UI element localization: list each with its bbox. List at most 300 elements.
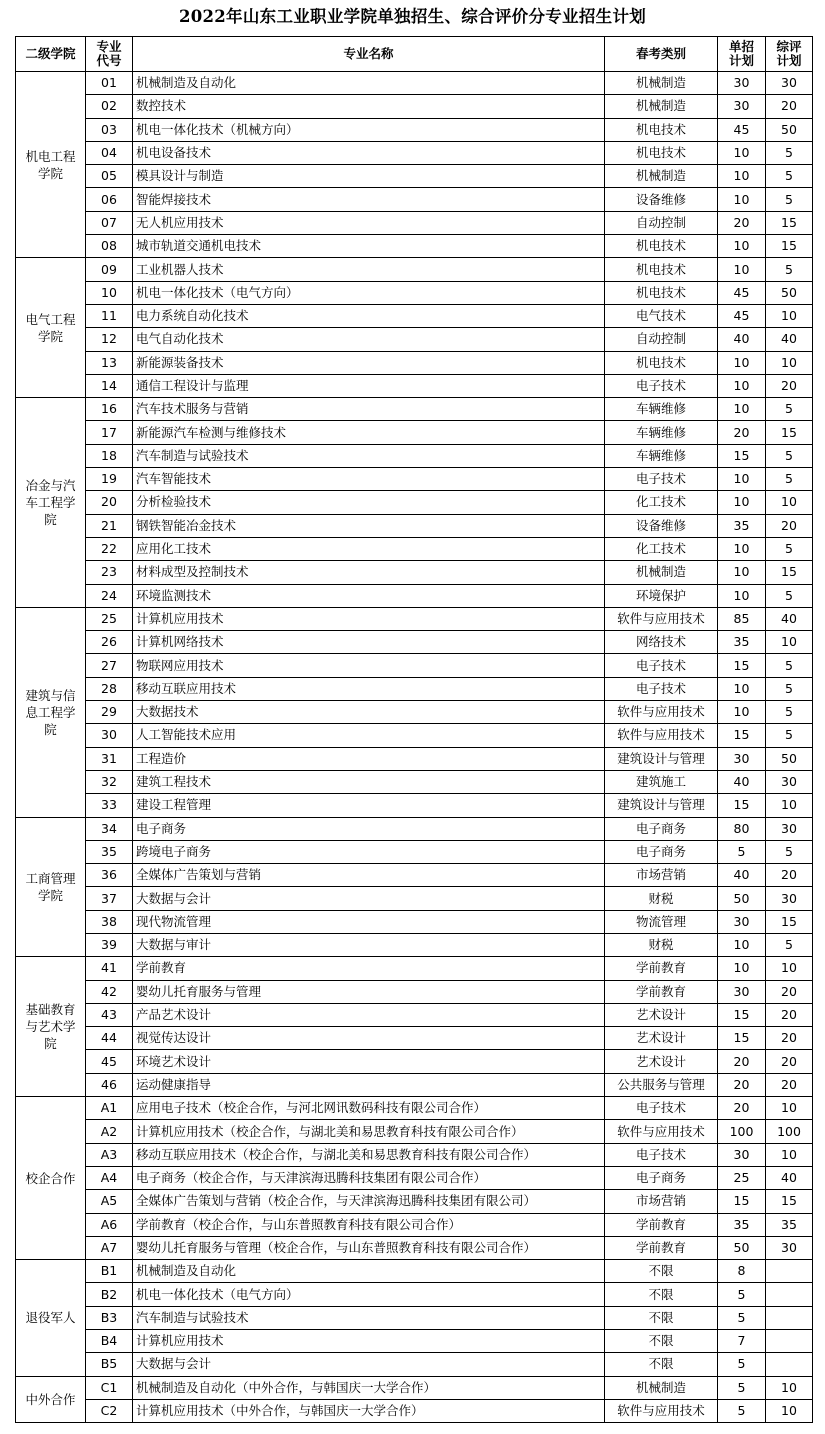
comprehensive-plan-cell: 20 — [766, 374, 813, 397]
major-code-cell: 42 — [86, 980, 133, 1003]
comprehensive-plan-cell: 30 — [766, 887, 813, 910]
major-code-cell: 10 — [86, 281, 133, 304]
major-code-cell: 09 — [86, 258, 133, 281]
major-name-cell: 视觉传达设计 — [133, 1027, 605, 1050]
major-name-cell: 电子商务（校企合作，与天津滨海迅腾科技集团有限公司合作） — [133, 1166, 605, 1189]
major-name-cell: 计算机应用技术（中外合作，与韩国庆一大学合作） — [133, 1399, 605, 1422]
major-code-cell: A4 — [86, 1166, 133, 1189]
header-single-plan: 单招 计划 — [718, 37, 766, 72]
major-code-cell: 35 — [86, 840, 133, 863]
major-code-cell: 27 — [86, 654, 133, 677]
major-name-cell: 机电设备技术 — [133, 141, 605, 164]
table-row — [16, 235, 813, 258]
comprehensive-plan-cell: 30 — [766, 770, 813, 793]
major-code-cell: A7 — [86, 1236, 133, 1259]
comprehensive-plan-cell: 5 — [766, 468, 813, 491]
major-name-cell: 汽车智能技术 — [133, 468, 605, 491]
major-name-cell: 机电一体化技术（机械方向） — [133, 118, 605, 141]
major-name-cell: 电子商务 — [133, 817, 605, 840]
major-name-cell: 人工智能技术应用 — [133, 724, 605, 747]
major-name-cell: 通信工程设计与监理 — [133, 374, 605, 397]
exam-category-cell: 车辆维修 — [605, 421, 718, 444]
exam-category-cell: 物流管理 — [605, 910, 718, 933]
major-name-cell: 婴幼儿托育服务与管理 — [133, 980, 605, 1003]
exam-category-cell: 化工技术 — [605, 491, 718, 514]
exam-category-cell: 机电技术 — [605, 235, 718, 258]
comprehensive-plan-cell: 40 — [766, 607, 813, 630]
table-row — [16, 351, 813, 374]
major-code-cell: 08 — [86, 235, 133, 258]
major-code-cell: A1 — [86, 1097, 133, 1120]
exam-category-cell: 网络技术 — [605, 631, 718, 654]
major-name-cell: 汽车技术服务与营销 — [133, 398, 605, 421]
exam-category-cell: 自动控制 — [605, 211, 718, 234]
major-name-cell: 应用化工技术 — [133, 537, 605, 560]
exam-category-cell: 电子商务 — [605, 1166, 718, 1189]
major-name-cell: 新能源装备技术 — [133, 351, 605, 374]
major-code-cell: 45 — [86, 1050, 133, 1073]
exam-category-cell: 市场营销 — [605, 1190, 718, 1213]
major-name-cell: 学前教育 — [133, 957, 605, 980]
major-name-cell: 环境艺术设计 — [133, 1050, 605, 1073]
comprehensive-plan-cell: 20 — [766, 980, 813, 1003]
table-row — [16, 607, 813, 630]
major-name-cell: 机械制造及自动化 — [133, 1260, 605, 1283]
major-name-cell: 机电一体化技术（电气方向） — [133, 1283, 605, 1306]
single-plan-cell: 10 — [718, 701, 766, 724]
single-plan-cell: 50 — [718, 887, 766, 910]
single-plan-cell: 15 — [718, 444, 766, 467]
college-cell: 机电工程学院 — [16, 72, 86, 258]
comprehensive-plan-cell: 5 — [766, 141, 813, 164]
major-name-cell: 大数据技术 — [133, 701, 605, 724]
exam-category-cell: 软件与应用技术 — [605, 1120, 718, 1143]
comprehensive-plan-cell: 5 — [766, 701, 813, 724]
major-name-cell: 工业机器人技术 — [133, 258, 605, 281]
exam-category-cell: 学前教育 — [605, 1236, 718, 1259]
major-code-cell: 25 — [86, 607, 133, 630]
header-code: 专业 代号 — [86, 37, 133, 72]
table-row — [16, 584, 813, 607]
table-row — [16, 118, 813, 141]
comprehensive-plan-cell: 50 — [766, 281, 813, 304]
comprehensive-plan-cell: 5 — [766, 840, 813, 863]
major-name-cell: 全媒体广告策划与营销 — [133, 864, 605, 887]
major-code-cell: B2 — [86, 1283, 133, 1306]
single-plan-cell: 15 — [718, 1190, 766, 1213]
exam-category-cell: 艺术设计 — [605, 1027, 718, 1050]
comprehensive-plan-cell: 10 — [766, 491, 813, 514]
major-name-cell: 钢铁智能冶金技术 — [133, 514, 605, 537]
major-code-cell: A6 — [86, 1213, 133, 1236]
single-plan-cell: 35 — [718, 631, 766, 654]
comprehensive-plan-cell: 10 — [766, 304, 813, 327]
single-plan-cell: 10 — [718, 141, 766, 164]
major-code-cell: B1 — [86, 1260, 133, 1283]
major-name-cell: 无人机应用技术 — [133, 211, 605, 234]
exam-category-cell: 建筑施工 — [605, 770, 718, 793]
exam-category-cell: 机电技术 — [605, 351, 718, 374]
single-plan-cell: 5 — [718, 1399, 766, 1422]
exam-category-cell: 财税 — [605, 887, 718, 910]
exam-category-cell: 软件与应用技术 — [605, 607, 718, 630]
exam-category-cell: 电子商务 — [605, 817, 718, 840]
comprehensive-plan-cell: 5 — [766, 584, 813, 607]
major-code-cell: 31 — [86, 747, 133, 770]
single-plan-cell: 10 — [718, 235, 766, 258]
single-plan-cell: 10 — [718, 584, 766, 607]
major-name-cell: 机电一体化技术（电气方向） — [133, 281, 605, 304]
major-code-cell: 41 — [86, 957, 133, 980]
comprehensive-plan-cell: 5 — [766, 677, 813, 700]
single-plan-cell: 15 — [718, 724, 766, 747]
table-row — [16, 1283, 813, 1306]
major-name-cell: 全媒体广告策划与营销（校企合作，与天津滨海迅腾科技集团有限公司） — [133, 1190, 605, 1213]
single-plan-cell: 10 — [718, 188, 766, 211]
major-code-cell: 03 — [86, 118, 133, 141]
college-cell: 工商管理学院 — [16, 817, 86, 957]
comprehensive-plan-cell — [766, 1330, 813, 1353]
major-name-cell: 模具设计与制造 — [133, 165, 605, 188]
major-code-cell: 06 — [86, 188, 133, 211]
single-plan-cell: 10 — [718, 677, 766, 700]
document-title: 2022年山东工业职业学院单独招生、综合评价分专业招生计划 — [178, 7, 647, 26]
table-row — [16, 95, 813, 118]
major-code-cell: 30 — [86, 724, 133, 747]
comprehensive-plan-cell: 30 — [766, 817, 813, 840]
exam-category-cell: 车辆维修 — [605, 398, 718, 421]
single-plan-cell: 10 — [718, 561, 766, 584]
table-row — [16, 1027, 813, 1050]
major-name-cell: 婴幼儿托育服务与管理（校企合作，与山东普照教育科技有限公司合作） — [133, 1236, 605, 1259]
exam-category-cell: 机电技术 — [605, 141, 718, 164]
major-name-cell: 机械制造及自动化 — [133, 72, 605, 95]
exam-category-cell: 机电技术 — [605, 281, 718, 304]
major-name-cell: 大数据与会计 — [133, 887, 605, 910]
single-plan-cell: 20 — [718, 421, 766, 444]
single-plan-cell: 5 — [718, 1376, 766, 1399]
comprehensive-plan-cell: 20 — [766, 1073, 813, 1096]
major-code-cell: 46 — [86, 1073, 133, 1096]
major-name-cell: 汽车制造与试验技术 — [133, 444, 605, 467]
comprehensive-plan-cell: 10 — [766, 1143, 813, 1166]
major-name-cell: 现代物流管理 — [133, 910, 605, 933]
major-code-cell: A5 — [86, 1190, 133, 1213]
comprehensive-plan-cell: 15 — [766, 421, 813, 444]
table-row — [16, 1213, 813, 1236]
major-code-cell: 37 — [86, 887, 133, 910]
single-plan-cell: 10 — [718, 165, 766, 188]
single-plan-cell: 40 — [718, 770, 766, 793]
major-code-cell: C1 — [86, 1376, 133, 1399]
table-row — [16, 957, 813, 980]
major-name-cell: 智能焊接技术 — [133, 188, 605, 211]
exam-category-cell: 机械制造 — [605, 1376, 718, 1399]
single-plan-cell: 20 — [718, 1097, 766, 1120]
exam-category-cell: 环境保护 — [605, 584, 718, 607]
exam-category-cell: 机械制造 — [605, 95, 718, 118]
exam-category-cell: 机械制造 — [605, 165, 718, 188]
single-plan-cell: 85 — [718, 607, 766, 630]
exam-category-cell: 电子技术 — [605, 677, 718, 700]
comprehensive-plan-cell: 20 — [766, 514, 813, 537]
table-row — [16, 980, 813, 1003]
table-row — [16, 701, 813, 724]
major-code-cell: 20 — [86, 491, 133, 514]
comprehensive-plan-cell: 5 — [766, 165, 813, 188]
comprehensive-plan-cell: 15 — [766, 235, 813, 258]
major-name-cell: 运动健康指导 — [133, 1073, 605, 1096]
exam-category-cell: 学前教育 — [605, 1213, 718, 1236]
table-row — [16, 561, 813, 584]
comprehensive-plan-cell: 5 — [766, 188, 813, 211]
single-plan-cell: 15 — [718, 1027, 766, 1050]
comprehensive-plan-cell: 10 — [766, 957, 813, 980]
exam-category-cell: 电气技术 — [605, 304, 718, 327]
comprehensive-plan-cell: 30 — [766, 72, 813, 95]
exam-category-cell: 市场营销 — [605, 864, 718, 887]
major-code-cell: 24 — [86, 584, 133, 607]
table-row — [16, 165, 813, 188]
exam-category-cell: 建筑设计与管理 — [605, 794, 718, 817]
single-plan-cell: 40 — [718, 864, 766, 887]
single-plan-cell: 20 — [718, 1050, 766, 1073]
exam-category-cell: 电子商务 — [605, 840, 718, 863]
table-row — [16, 724, 813, 747]
table-row — [16, 1003, 813, 1026]
single-plan-cell: 5 — [718, 1283, 766, 1306]
comprehensive-plan-cell: 100 — [766, 1120, 813, 1143]
comprehensive-plan-cell: 10 — [766, 351, 813, 374]
single-plan-cell: 30 — [718, 747, 766, 770]
comprehensive-plan-cell: 15 — [766, 211, 813, 234]
major-name-cell: 电力系统自动化技术 — [133, 304, 605, 327]
college-cell: 退役军人 — [16, 1260, 86, 1376]
major-code-cell: 11 — [86, 304, 133, 327]
table-row — [16, 910, 813, 933]
table-row — [16, 864, 813, 887]
header-category: 春考类别 — [605, 37, 718, 72]
comprehensive-plan-cell: 5 — [766, 724, 813, 747]
single-plan-cell: 10 — [718, 351, 766, 374]
table-row — [16, 258, 813, 281]
major-name-cell: 新能源汽车检测与维修技术 — [133, 421, 605, 444]
table-row — [16, 1143, 813, 1166]
single-plan-cell: 40 — [718, 328, 766, 351]
single-plan-cell: 35 — [718, 1213, 766, 1236]
comprehensive-plan-cell: 5 — [766, 537, 813, 560]
major-code-cell: 02 — [86, 95, 133, 118]
table-row — [16, 1050, 813, 1073]
table-row — [16, 1353, 813, 1376]
exam-category-cell: 电子技术 — [605, 654, 718, 677]
exam-category-cell: 化工技术 — [605, 537, 718, 560]
major-name-cell: 移动互联应用技术（校企合作，与湖北美和易思教育科技有限公司合作） — [133, 1143, 605, 1166]
major-code-cell: 29 — [86, 701, 133, 724]
single-plan-cell: 30 — [718, 910, 766, 933]
single-plan-cell: 30 — [718, 95, 766, 118]
table-row — [16, 1190, 813, 1213]
major-name-cell: 计算机应用技术 — [133, 1330, 605, 1353]
college-cell: 建筑与信息工程学院 — [16, 607, 86, 817]
table-row — [16, 840, 813, 863]
single-plan-cell: 30 — [718, 72, 766, 95]
college-cell: 中外合作 — [16, 1376, 86, 1423]
exam-category-cell: 设备维修 — [605, 188, 718, 211]
exam-category-cell: 财税 — [605, 933, 718, 956]
college-cell: 校企合作 — [16, 1097, 86, 1260]
table-row — [16, 1166, 813, 1189]
major-name-cell: 材料成型及控制技术 — [133, 561, 605, 584]
single-plan-cell: 30 — [718, 1143, 766, 1166]
comprehensive-plan-cell: 5 — [766, 444, 813, 467]
exam-category-cell: 机械制造 — [605, 72, 718, 95]
comprehensive-plan-cell: 10 — [766, 631, 813, 654]
major-code-cell: B5 — [86, 1353, 133, 1376]
major-code-cell: 33 — [86, 794, 133, 817]
major-name-cell: 城市轨道交通机电技术 — [133, 235, 605, 258]
exam-category-cell: 电子技术 — [605, 1097, 718, 1120]
major-name-cell: 计算机应用技术（校企合作，与湖北美和易思教育科技有限公司合作） — [133, 1120, 605, 1143]
major-code-cell: 17 — [86, 421, 133, 444]
comprehensive-plan-cell: 50 — [766, 747, 813, 770]
major-name-cell: 环境监测技术 — [133, 584, 605, 607]
major-code-cell: A2 — [86, 1120, 133, 1143]
table-row — [16, 747, 813, 770]
single-plan-cell: 10 — [718, 537, 766, 560]
comprehensive-plan-cell: 10 — [766, 1376, 813, 1399]
major-code-cell: B3 — [86, 1306, 133, 1329]
table-row — [16, 1073, 813, 1096]
comprehensive-plan-cell — [766, 1260, 813, 1283]
major-code-cell: A3 — [86, 1143, 133, 1166]
single-plan-cell: 45 — [718, 118, 766, 141]
exam-category-cell: 机电技术 — [605, 118, 718, 141]
table-row — [16, 1399, 813, 1422]
exam-category-cell: 电子技术 — [605, 468, 718, 491]
exam-category-cell: 软件与应用技术 — [605, 1399, 718, 1422]
single-plan-cell: 50 — [718, 1236, 766, 1259]
comprehensive-plan-cell: 15 — [766, 1190, 813, 1213]
table-row — [16, 677, 813, 700]
table-row — [16, 374, 813, 397]
major-code-cell: 26 — [86, 631, 133, 654]
table-row — [16, 398, 813, 421]
major-code-cell: 39 — [86, 933, 133, 956]
major-code-cell: 43 — [86, 1003, 133, 1026]
header-row — [16, 37, 813, 72]
single-plan-cell: 20 — [718, 1073, 766, 1096]
table-row — [16, 468, 813, 491]
comprehensive-plan-cell: 20 — [766, 1050, 813, 1073]
exam-category-cell: 软件与应用技术 — [605, 701, 718, 724]
single-plan-cell: 15 — [718, 794, 766, 817]
table-row — [16, 211, 813, 234]
header-college: 二级学院 — [16, 37, 86, 72]
single-plan-cell: 25 — [718, 1166, 766, 1189]
single-plan-cell: 45 — [718, 304, 766, 327]
exam-category-cell: 艺术设计 — [605, 1003, 718, 1026]
college-cell: 电气工程学院 — [16, 258, 86, 398]
comprehensive-plan-cell — [766, 1306, 813, 1329]
comprehensive-plan-cell: 35 — [766, 1213, 813, 1236]
single-plan-cell: 5 — [718, 840, 766, 863]
exam-category-cell: 不限 — [605, 1353, 718, 1376]
single-plan-cell: 35 — [718, 514, 766, 537]
single-plan-cell: 7 — [718, 1330, 766, 1353]
major-name-cell: 移动互联应用技术 — [133, 677, 605, 700]
comprehensive-plan-cell: 5 — [766, 398, 813, 421]
single-plan-cell: 80 — [718, 817, 766, 840]
major-code-cell: C2 — [86, 1399, 133, 1422]
college-cell: 冶金与汽车工程学院 — [16, 398, 86, 608]
major-name-cell: 计算机应用技术 — [133, 607, 605, 630]
comprehensive-plan-cell: 15 — [766, 910, 813, 933]
major-code-cell: 32 — [86, 770, 133, 793]
table-row — [16, 328, 813, 351]
table-row — [16, 1260, 813, 1283]
major-name-cell: 产品艺术设计 — [133, 1003, 605, 1026]
major-name-cell: 跨境电子商务 — [133, 840, 605, 863]
single-plan-cell: 30 — [718, 980, 766, 1003]
exam-category-cell: 机电技术 — [605, 258, 718, 281]
exam-category-cell: 电子技术 — [605, 374, 718, 397]
exam-category-cell: 设备维修 — [605, 514, 718, 537]
college-cell: 基础教育与艺术学院 — [16, 957, 86, 1097]
comprehensive-plan-cell: 5 — [766, 933, 813, 956]
major-name-cell: 大数据与审计 — [133, 933, 605, 956]
major-name-cell: 学前教育（校企合作，与山东普照教育科技有限公司合作） — [133, 1213, 605, 1236]
table-row — [16, 631, 813, 654]
major-name-cell: 数控技术 — [133, 95, 605, 118]
comprehensive-plan-cell — [766, 1353, 813, 1376]
table-row — [16, 421, 813, 444]
exam-category-cell: 不限 — [605, 1330, 718, 1353]
major-code-cell: 04 — [86, 141, 133, 164]
table-row — [16, 1120, 813, 1143]
exam-category-cell: 软件与应用技术 — [605, 724, 718, 747]
table-row — [16, 1306, 813, 1329]
major-code-cell: 19 — [86, 468, 133, 491]
table-row — [16, 281, 813, 304]
exam-category-cell: 不限 — [605, 1306, 718, 1329]
table-row — [16, 491, 813, 514]
comprehensive-plan-cell: 40 — [766, 328, 813, 351]
major-code-cell: 23 — [86, 561, 133, 584]
exam-category-cell: 建筑设计与管理 — [605, 747, 718, 770]
major-name-cell: 物联网应用技术 — [133, 654, 605, 677]
header-major: 专业名称 — [133, 37, 605, 72]
single-plan-cell: 10 — [718, 491, 766, 514]
major-name-cell: 工程造价 — [133, 747, 605, 770]
table-row — [16, 537, 813, 560]
table-row — [16, 1376, 813, 1399]
major-code-cell: 13 — [86, 351, 133, 374]
major-code-cell: B4 — [86, 1330, 133, 1353]
major-code-cell: 07 — [86, 211, 133, 234]
header-comprehensive-plan: 综评 计划 — [766, 37, 813, 72]
major-name-cell: 建设工程管理 — [133, 794, 605, 817]
single-plan-cell: 10 — [718, 468, 766, 491]
single-plan-cell: 8 — [718, 1260, 766, 1283]
major-code-cell: 12 — [86, 328, 133, 351]
single-plan-cell: 10 — [718, 933, 766, 956]
comprehensive-plan-cell: 5 — [766, 258, 813, 281]
single-plan-cell: 15 — [718, 1003, 766, 1026]
table-row — [16, 933, 813, 956]
major-code-cell: 38 — [86, 910, 133, 933]
exam-category-cell: 不限 — [605, 1260, 718, 1283]
